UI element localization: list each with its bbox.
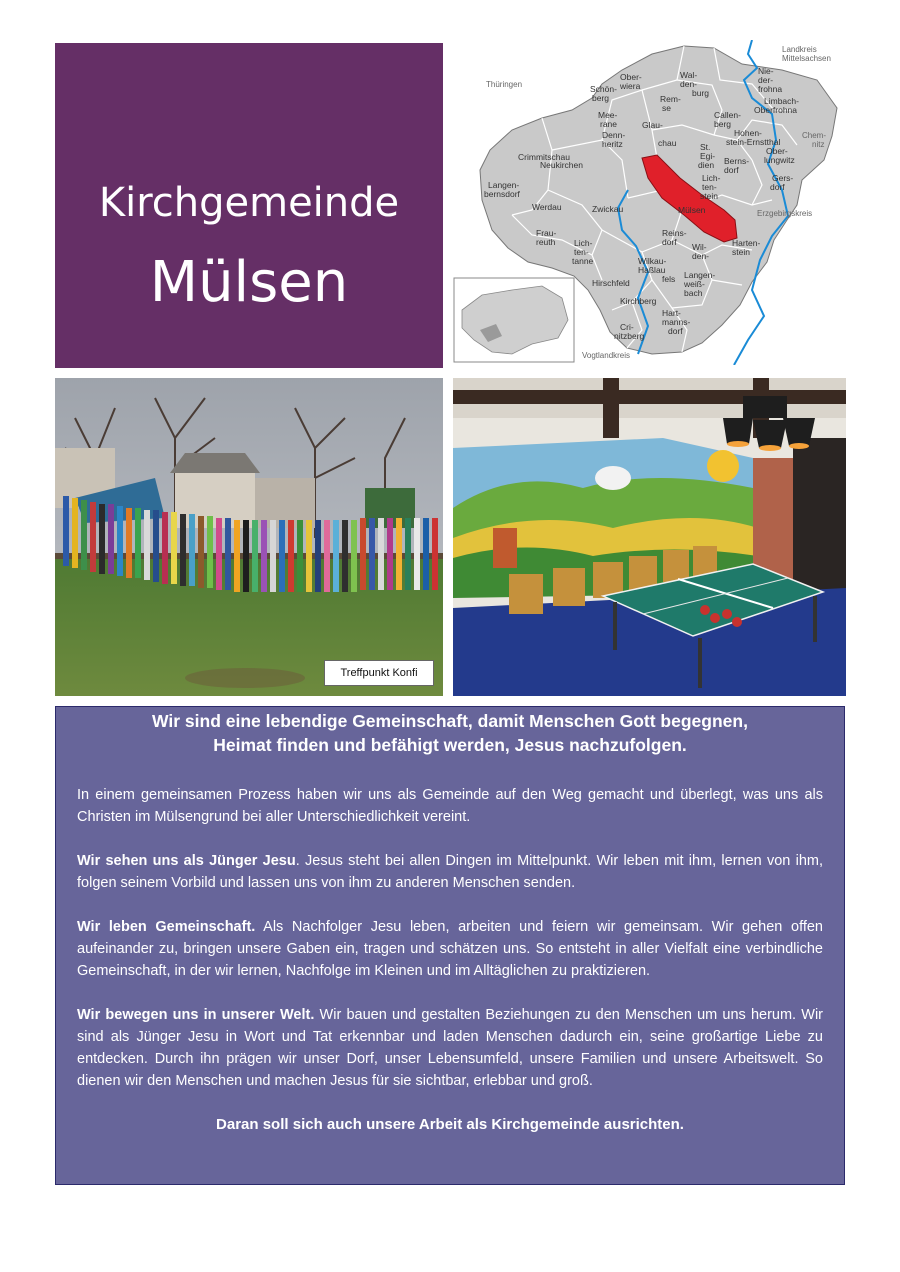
town-hartenstein: Harten-stein (732, 238, 761, 257)
town-wilkau: Wilkau-Haßlau fels (638, 256, 676, 284)
town-zwickau: Zwickau (592, 204, 624, 214)
town-gersdorf: Gers-dorf (770, 173, 794, 192)
intro-paragraph: In einem gemeinsamen Prozess haben wir uns als Gemeinde auf den Weg gemacht und überlegt, was uns als Christen im Mülsengrund bei aller Unterschiedlichkeit vereint. (77, 787, 823, 825)
town-schoenberg: Schön-berg (590, 84, 617, 103)
page-subtitle: Mülsen (149, 250, 349, 315)
town-callenberg: Callen-berg (714, 110, 741, 129)
town-kirchberg: Kirchberg (620, 296, 657, 306)
town-glauchau: Glau-chau (642, 120, 677, 148)
town-oberwiera: Ober-wiera (620, 72, 642, 91)
garden-photo (55, 378, 443, 696)
paragraph-disciples-lead: Wir sehen uns als Jünger Jesu (77, 853, 296, 869)
town-werdau: Werdau (532, 202, 562, 212)
paragraph-community-text: Als Nachfolger Jesu leben, arbeiten und feiern wir gemeinsam. Wir gehen offen aufeinander zu, bringen unsere Gaben ein, tragen und schätzen uns. So entsteht in aller Vielfalt eine verbindliche Gemeinschaft, in der wir lernen, Nachfolge im Kleinen und im Alltäglichen zu praktizieren. (77, 919, 823, 979)
label-chemnitz: Chem-nitz (802, 131, 827, 149)
paragraph-disciples-text: . Jesus steht bei allen Dingen im Mittelpunkt. Wir leben mit ihm, lernen von ihm, folgen seinem Vorbild und lassen uns von ihm zu anderen Menschen senden. (77, 853, 823, 891)
town-crinitzberg: Cri-nitzberg (614, 322, 645, 341)
town-hohenstein: Hohen-stein-Ernstthal (726, 128, 781, 147)
label-erzgebirgskreis: Erzgebirgskreis (757, 209, 813, 218)
town-hartmannsdorf: Hart-manns-dorf (662, 308, 691, 336)
paragraph-world-lead: Wir bewegen uns in unserer Welt. (77, 1007, 315, 1023)
town-waldenburg: Wal-den-burg (680, 70, 710, 98)
youth-room-photo (453, 378, 846, 696)
town-wildenfels: Wil-den- (692, 242, 710, 261)
town-neukirchen: Neukirchen (540, 160, 583, 170)
town-niederfrohna: Nie-der-frohna (758, 66, 783, 94)
photo-caption: Treffpunkt Konfi (324, 660, 434, 686)
motto-line-2: Heimat finden und befähigt werden, Jesus nachzufolgen. (213, 735, 687, 755)
town-reinsdorf: Reins-dorf (662, 228, 687, 247)
page-title: Kirchgemeinde (98, 180, 400, 226)
town-crimmitschau: Crimmitschau (518, 152, 570, 162)
town-dennheritz: Denn-heritz (602, 130, 626, 149)
motto-line-1: Wir sind eine lebendige Gemeinschaft, damit Menschen Gott begegnen, (152, 711, 748, 731)
town-fraureuth: Frau-reuth (536, 228, 557, 247)
town-muelsen: Mülsen (678, 205, 706, 215)
town-st-egidien: St. Egi-dien (698, 142, 716, 170)
paragraph-disciples (77, 850, 823, 894)
town-bernsdorf: Berns-dorf (724, 156, 750, 175)
town-limbach: Limbach-Oberfrohna (754, 96, 799, 115)
town-remse: Rem-se (660, 94, 681, 113)
mission-panel (55, 706, 845, 1185)
label-landkreis: Landkreis Mittelsachsen (782, 45, 831, 63)
motto (77, 709, 823, 757)
town-oberlungwitz: Ober-lungwitz (764, 146, 795, 165)
label-vogtlandkreis: Vogtlandkreis (582, 351, 631, 360)
town-langenbernsdorf: Langen-bernsdorf (484, 180, 520, 199)
town-lichtenstein: Lich-ten-stein (700, 173, 721, 201)
town-lichtentanne: Lich-ten-tanne (572, 238, 594, 266)
label-thueringen: Thüringen (486, 80, 523, 89)
title-box (55, 43, 443, 368)
town-langenweissbach: Langen-weiß-bach (684, 270, 716, 298)
paragraph-world-text: Wir bauen und gestalten Beziehungen zu den Menschen um uns herum. Wir sind als Jünger Jesu in Wort und Tat erkennbar und laden Menschen dadurch ein, seine großartige Liebe zu entdecken. Durch ihn prägen wir unser Dorf, unser Lebensumfeld, unsere Familien und unsere Arbeitswelt. So dienen wir den Menschen und machen Jesus für sie sichtbar, erlebbar und groß. (77, 1007, 823, 1089)
paragraph-community-lead: Wir leben Gemeinschaft. (77, 919, 256, 935)
paragraph-world (77, 1004, 823, 1092)
town-meerane: Mee-rane (598, 110, 618, 129)
closing-statement: Daran soll sich auch unsere Arbeit als Kirchgemeinde ausrichten. (216, 1116, 684, 1133)
district-map (452, 40, 847, 365)
paragraph-community (77, 916, 823, 982)
town-hirschfeld: Hirschfeld (592, 278, 630, 288)
